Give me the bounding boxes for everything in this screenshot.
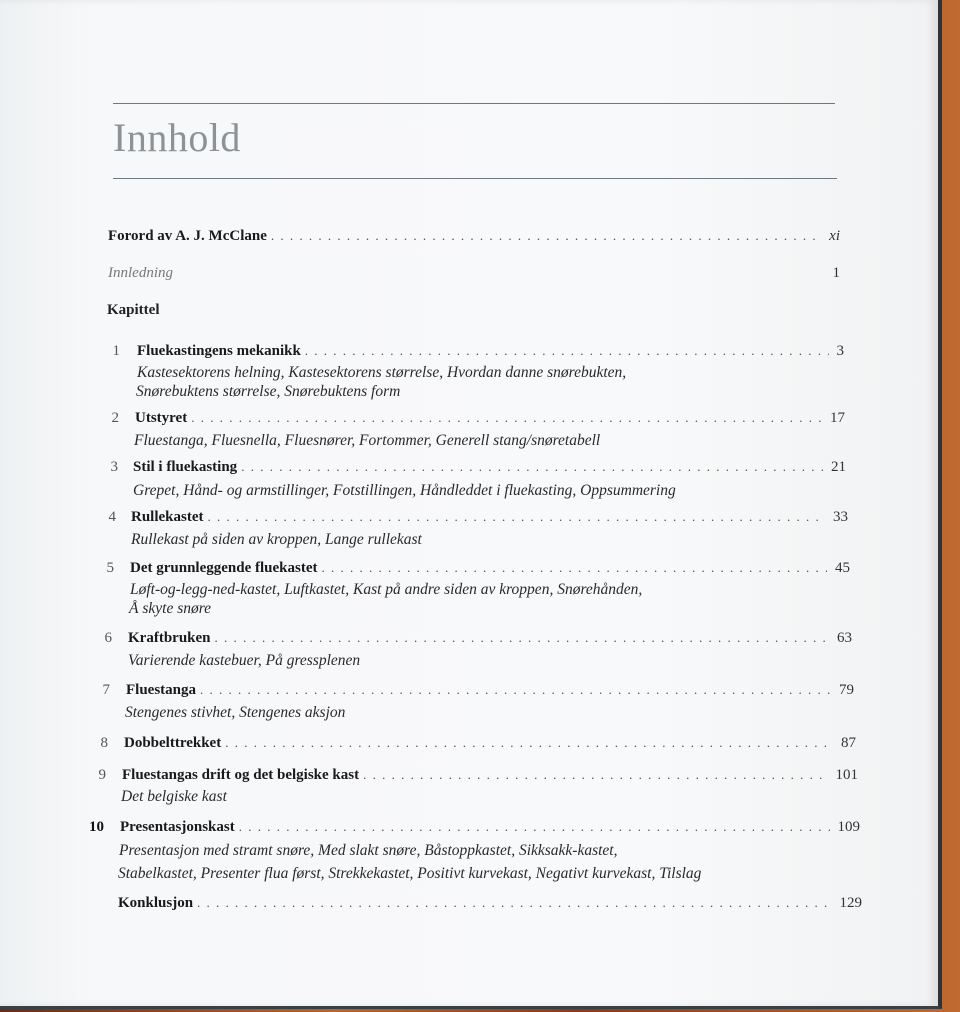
chapter-page: 17 [830, 410, 845, 426]
chapter-number: 1 [112, 343, 120, 359]
chapter-subtopics: Grepet, Hånd- og armstillinger, Fotstillingen, Håndleddet i fluekasting, Oppsummering [133, 482, 676, 499]
chapter-subtopics: Presentasjon med stramt snøre, Med slakt snøre, Båstoppkastet, Sikksakk-kastet, [119, 842, 618, 859]
leader-dots [241, 459, 823, 475]
leader-dots [322, 560, 828, 576]
leader-dots [271, 228, 821, 244]
toc-introduction [108, 265, 840, 282]
chapter-page: 45 [835, 560, 850, 576]
toc-chapter-9 [122, 767, 858, 784]
foreword-page: xi [829, 228, 840, 244]
toc-chapter-2 [135, 410, 845, 427]
chapter-number: 5 [106, 560, 114, 576]
chapter-subtopics: Det belgiske kast [121, 788, 227, 805]
toc-chapter-10 [120, 819, 860, 836]
chapter-page: 109 [837, 819, 860, 835]
chapter-subtopics: Stabelkastet, Presenter flua først, Strekkekastet, Positivt kurvekast, Negativt kurvekast, Tilslag [118, 865, 702, 882]
conclusion-label: Konklusjon [118, 895, 194, 911]
chapter-number: 2 [111, 410, 119, 426]
chapter-title: Rullekastet [131, 509, 204, 525]
chapter-page: 101 [835, 767, 858, 783]
leader-dots [197, 895, 831, 911]
chapter-title: Dobbelttrekket [124, 735, 222, 751]
chapter-title: Det grunnleggende fluekastet [130, 560, 318, 576]
chapter-number: 10 [89, 819, 104, 835]
chapter-number: 3 [110, 459, 118, 475]
chapter-subtopics: Kastesektorens helning, Kastesektorens størrelse, Hvordan danne snørebukten, [137, 364, 627, 381]
leader-dots [200, 682, 831, 698]
conclusion-page: 129 [839, 895, 862, 911]
chapter-subtopics: Fluestanga, Fluesnella, Fluesnører, Fortommer, Generell stang/snøretabell [134, 432, 601, 449]
chapter-heading: Kapittel [107, 302, 160, 318]
toc-chapter-3 [133, 459, 846, 476]
chapter-number: 9 [98, 767, 106, 783]
chapter-title: Stil i fluekasting [133, 459, 238, 475]
chapter-title: Fluestanga [126, 682, 197, 698]
leader-dots [225, 735, 833, 751]
chapter-title: Fluekastingens mekanikk [137, 343, 301, 359]
toc-chapter-1 [137, 343, 844, 360]
leader-dots [208, 509, 826, 525]
chapter-subtopics: Snørebuktens størrelse, Snørebuktens form [136, 383, 401, 400]
toc-foreword [108, 228, 840, 245]
chapter-number: 7 [102, 682, 110, 698]
chapter-number: 8 [100, 735, 108, 751]
chapter-subtopics: Løft-og-legg-ned-kastet, Luftkastet, Kast på andre siden av kroppen, Snørehånden, [130, 581, 643, 598]
introduction-label: Innledning [108, 265, 173, 281]
toc-chapter-4 [131, 509, 848, 526]
leader-dots [191, 410, 822, 426]
chapter-page: 63 [837, 630, 852, 646]
chapter-title: Presentasjonskast [120, 819, 235, 835]
foreword-label: Forord av A. J. McClane [108, 228, 267, 244]
chapter-subtopics: Rullekast på siden av kroppen, Lange rullekast [131, 531, 422, 548]
chapter-title: Kraftbruken [128, 630, 211, 646]
leader-dots [305, 343, 829, 359]
chapter-page: 21 [831, 459, 846, 475]
toc-chapter-7 [126, 682, 854, 699]
title-rule [113, 178, 837, 179]
chapter-subtopics: Å skyte snøre [129, 600, 212, 617]
chapter-subtopics: Varierende kastebuer, På gressplenen [128, 652, 361, 669]
chapter-title: Utstyret [135, 410, 188, 426]
introduction-page: 1 [832, 265, 840, 281]
chapter-page: 79 [839, 682, 854, 698]
chapter-page: 3 [836, 343, 844, 359]
toc-chapter-8 [124, 735, 856, 752]
toc-chapter-6 [128, 630, 852, 647]
top-rule [113, 103, 835, 104]
chapter-title: Fluestangas drift og det belgiske kast [122, 767, 360, 783]
toc-conclusion [118, 895, 862, 912]
chapter-number: 4 [108, 509, 116, 525]
leader-dots [239, 819, 830, 835]
chapter-number: 6 [104, 630, 112, 646]
chapter-subtopics: Stengenes stivhet, Stengenes aksjon [125, 704, 346, 721]
leader-dots [215, 630, 830, 646]
page-title: Innhold [113, 115, 241, 160]
leader-dots [363, 767, 827, 783]
chapter-page: 33 [833, 509, 848, 525]
toc-chapter-5 [130, 560, 850, 577]
chapter-page: 87 [841, 735, 856, 751]
